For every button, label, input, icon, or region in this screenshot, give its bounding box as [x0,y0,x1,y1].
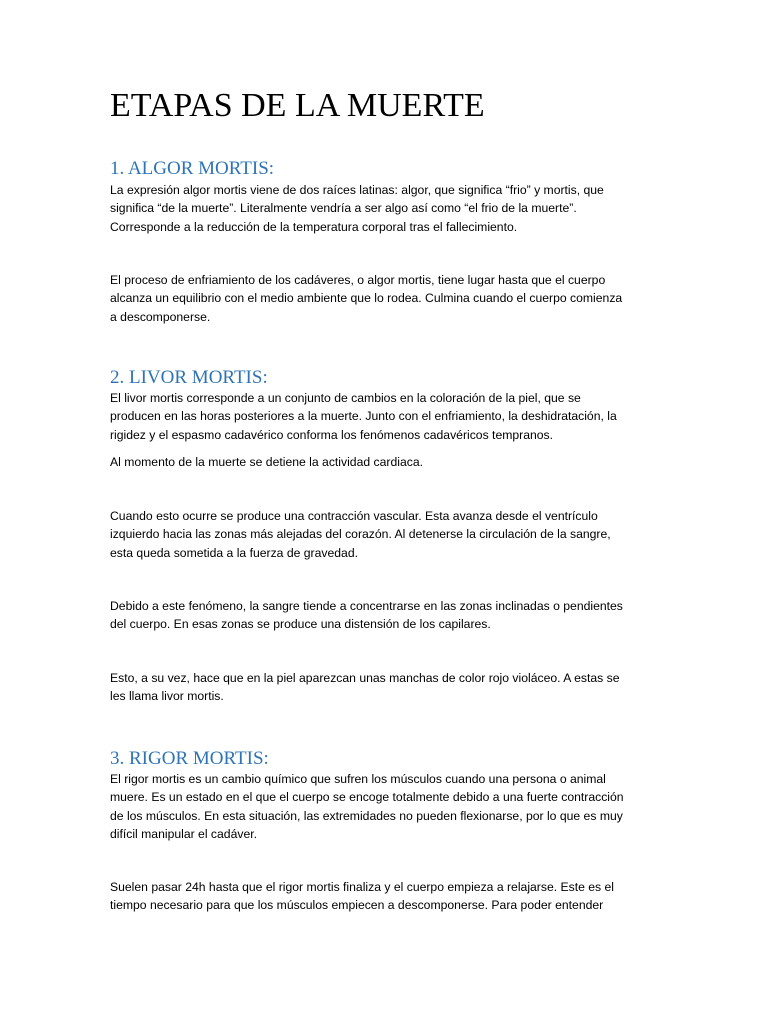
text-line: muere. Es un estado en el que el cuerpo se encoge totalmente debido a una fuerte contracción [110,790,624,805]
text-line: producen en las horas posteriores a la muerte. Junto con el enfriamiento, la deshidratación, la [110,409,617,424]
paragraph [110,389,650,444]
text-line: a descomponerse. [110,309,211,324]
paragraph [110,453,650,471]
text-line: El livor mortis corresponde a un conjunto de cambios en la coloración de la piel, que se [110,391,581,405]
text-line: del cuerpo. En esas zonas se produce una distensión de los capilares. [110,617,491,632]
text-line: La expresión algor mortis viene de dos raíces latinas: algor, que significa “frio” y mortis, que [110,183,604,197]
text-line: alcanza un equilibrio con el medio ambiente que lo rodea. Culmina cuando el cuerpo comienza [110,291,623,306]
paragraph [110,597,650,634]
text-line: izquierdo hacia las zonas más alejadas del corazón. Al detenerse la circulación de la sangre, [110,527,611,542]
text-line: de los músculos. En esta situación, las extremidades no pueden flexionarse, por lo que es muy [110,808,623,823]
document-title: ETAPAS DE LA MUERTE [110,87,485,124]
paragraph [110,770,650,843]
paragraph [110,669,650,706]
text-line: Suelen pasar 24h hasta que el rigor mortis finaliza y el cuerpo empieza a relajarse. Este es el [110,880,615,894]
paragraph [110,878,650,915]
text-line: significa “de la muerte”. Literalmente vendría a ser algo así como “el frio de la muerte”. [110,201,577,216]
text-line: El rigor mortis es un cambio químico que sufren los músculos cuando una persona o animal [110,772,606,786]
text-line: rigidez y el espasmo cadavérico conforma los fenómenos cadavéricos tempranos. [110,427,554,442]
section-heading-rigor-mortis: 3. RIGOR MORTIS: [110,748,269,769]
text-line: difícil manipular el cadáver. [110,826,257,841]
section-heading-livor-mortis: 2. LIVOR MORTIS: [110,367,268,388]
text-line: Esto, a su vez, hace que en la piel aparezcan unas manchas de color rojo violáceo. A estas se [110,671,620,685]
text-line: Debido a este fenómeno, la sangre tiende a concentrarse en las zonas inclinadas o pendientes [110,599,623,613]
text-line: Al momento de la muerte se detiene la actividad cardiaca. [110,455,423,469]
section-heading-algor-mortis: 1. ALGOR MORTIS: [110,158,275,179]
text-line: Corresponde a la reducción de la temperatura corporal tras el fallecimiento. [110,219,518,234]
paragraph [110,507,650,562]
paragraph [110,181,650,236]
text-line: Cuando esto ocurre se produce una contracción vascular. Esta avanza desde el ventrículo [110,509,598,523]
text-line: esta queda sometida a la fuerza de gravedad. [110,545,358,560]
text-line: les llama livor mortis. [110,689,224,704]
paragraph [110,271,650,326]
text-line: tiempo necesario para que los músculos empiecen a descomponerse. Para poder entender [110,898,604,913]
text-line: El proceso de enfriamiento de los cadáveres, o algor mortis, tiene lugar hasta que el cuerpo [110,273,606,287]
